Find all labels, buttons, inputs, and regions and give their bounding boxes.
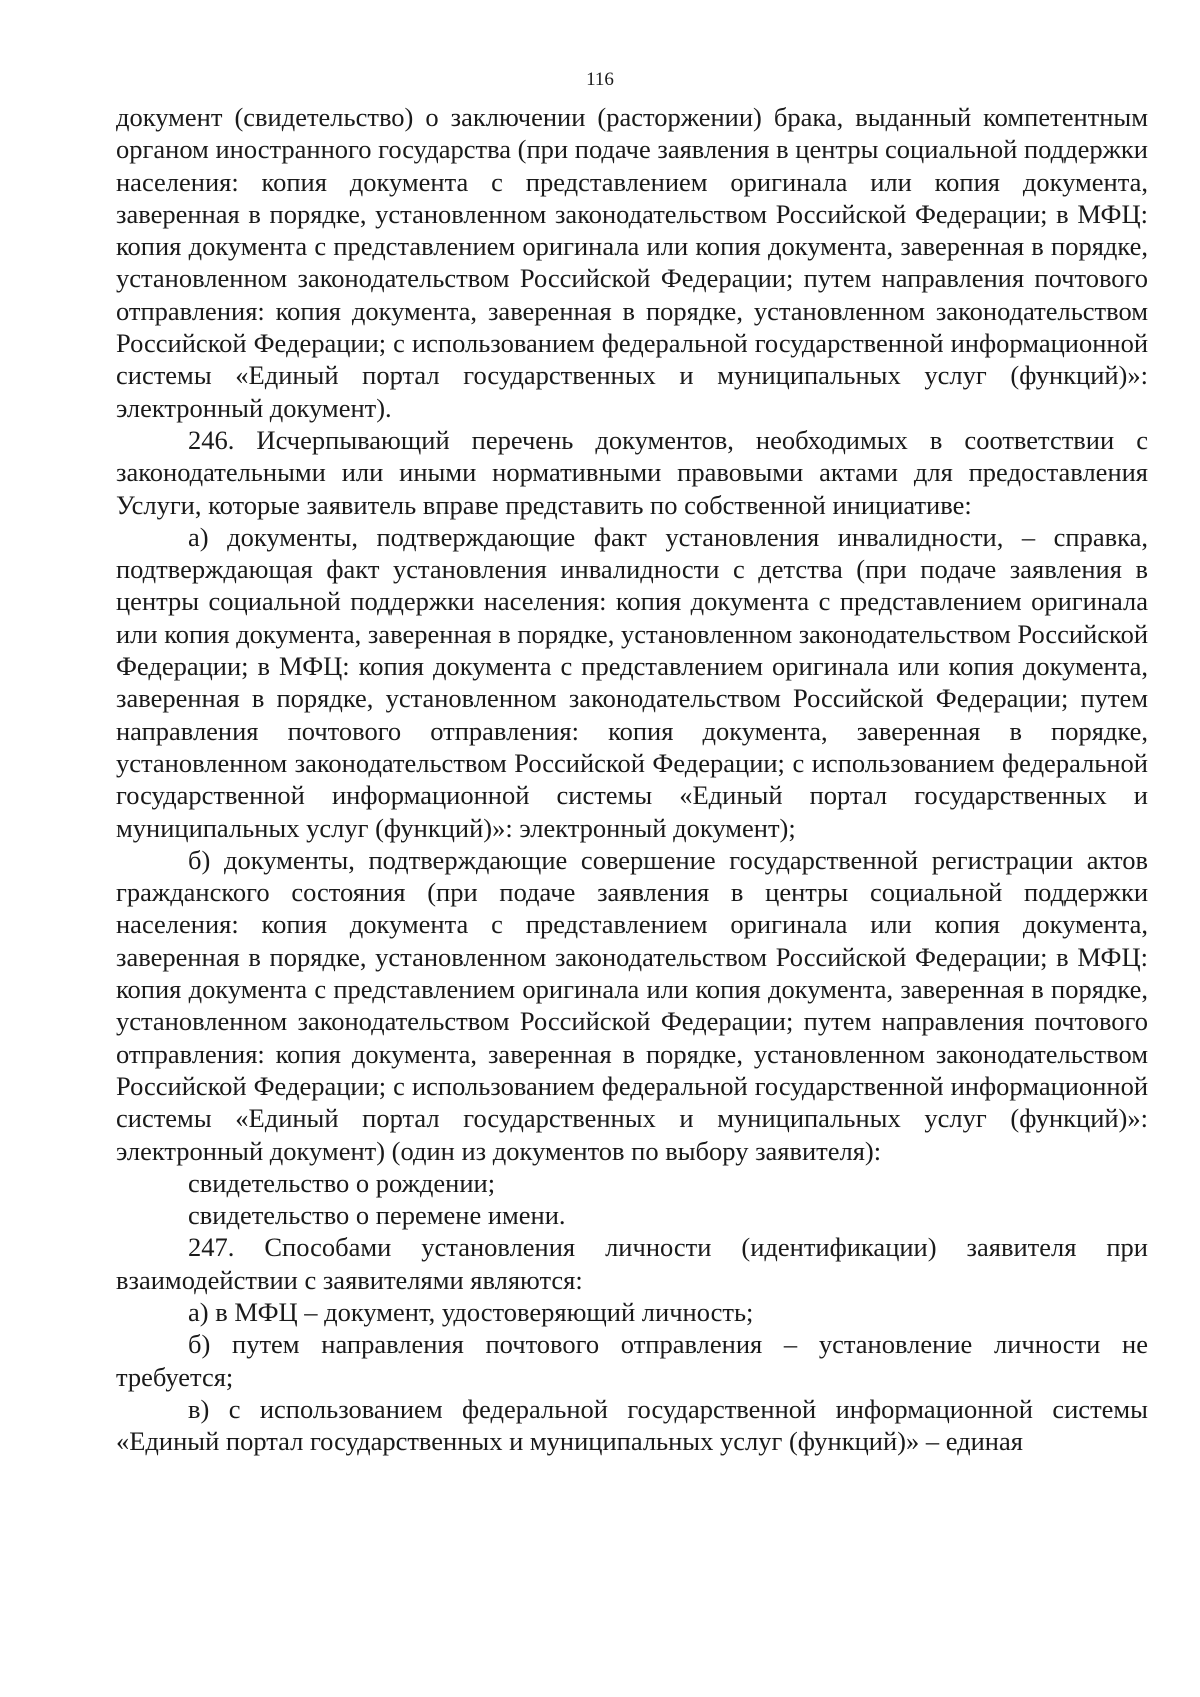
paragraph-marriage-document: документ (свидетельство) о заключении (расторжении) брака, выданный компетентным органом иностранного государства (при подаче заявления в центры социальной поддержки населения: копия документа с представлением оригинала или копия документа, заверенная в порядке, установленном законодательством Российской Федерации; в МФЦ: копия документа с представлением оригинала или копия документа, заверенная в порядке, установленном законодательством Российской Федерации; путем направления почтового отправления: копия документа, заверенная в порядке, установленном законодательством Российской Федерации; с использованием федеральной государственной информационной системы «Единый портал государственных и муниципальных услуг (функций)»: электронный документ).: [116, 102, 1148, 423]
list-item-birth-certificate: свидетельство о рождении;: [188, 1167, 496, 1198]
paragraph-246: 246. Исчерпывающий перечень документов, необходимых в соответствии с законодательными или иными нормативными правовыми актами для предоставления Услуги, которые заявитель вправе представить по собственной инициативе:: [116, 424, 1148, 520]
paragraph-246-a: а) документы, подтверждающие факт установления инвалидности, – справка, подтверждающая факт установления инвалидности с детства (при подаче заявления в центры социальной поддержки населения: копия документа с представлением оригинала или копия документа, заверенная в порядке, установленном законодательством Российской Федерации; в МФЦ: копия документа с представлением оригинала или копия документа, заверенная в порядке, установленном законодательством Российской Федерации; путем направления почтового отправления: копия документа, заверенная в порядке, установленном законодательством Российской Федерации; с использованием федеральной государственной информационной системы «Единый портал государственных и муниципальных услуг (функций)»: электронный документ);: [116, 521, 1149, 843]
document-body: [116, 101, 1148, 1457]
paragraph-247: 247. Способами установления личности (идентификации) заявителя при взаимодействии с заявителями являются:: [116, 1232, 1148, 1295]
paragraph-246-b: б) документы, подтверждающие совершение государственной регистрации актов гражданского состояния (при подаче заявления в центры социальной поддержки населения: копия документа с представлением оригинала или копия документа, заверенная в порядке, установленном законодательством Российской Федерации; в МФЦ: копия документа с представлением оригинала или копия документа, заверенная в порядке, установленном законодательством Российской Федерации; путем направления почтового отправления: копия документа, заверенная в порядке, установленном законодательством Российской Федерации; с использованием федеральной государственной информационной системы «Единый портал государственных и муниципальных услуг (функций)»: электронный документ) (один из документов по выбору заявителя):: [116, 844, 1148, 1166]
list-item-name-change-certificate: свидетельство о перемене имени.: [188, 1200, 566, 1231]
paragraph-247-a: а) в МФЦ – документ, удостоверяющий личность;: [188, 1296, 754, 1327]
paragraph-247-b: б) путем направления почтового отправления – установление личности не требуется;: [116, 1329, 1148, 1392]
page-number: 116: [586, 69, 614, 90]
paragraph-247-c: в) с использованием федеральной государственной информационной системы «Единый портал государственных и муниципальных услуг (функций)» – единая: [116, 1393, 1148, 1457]
